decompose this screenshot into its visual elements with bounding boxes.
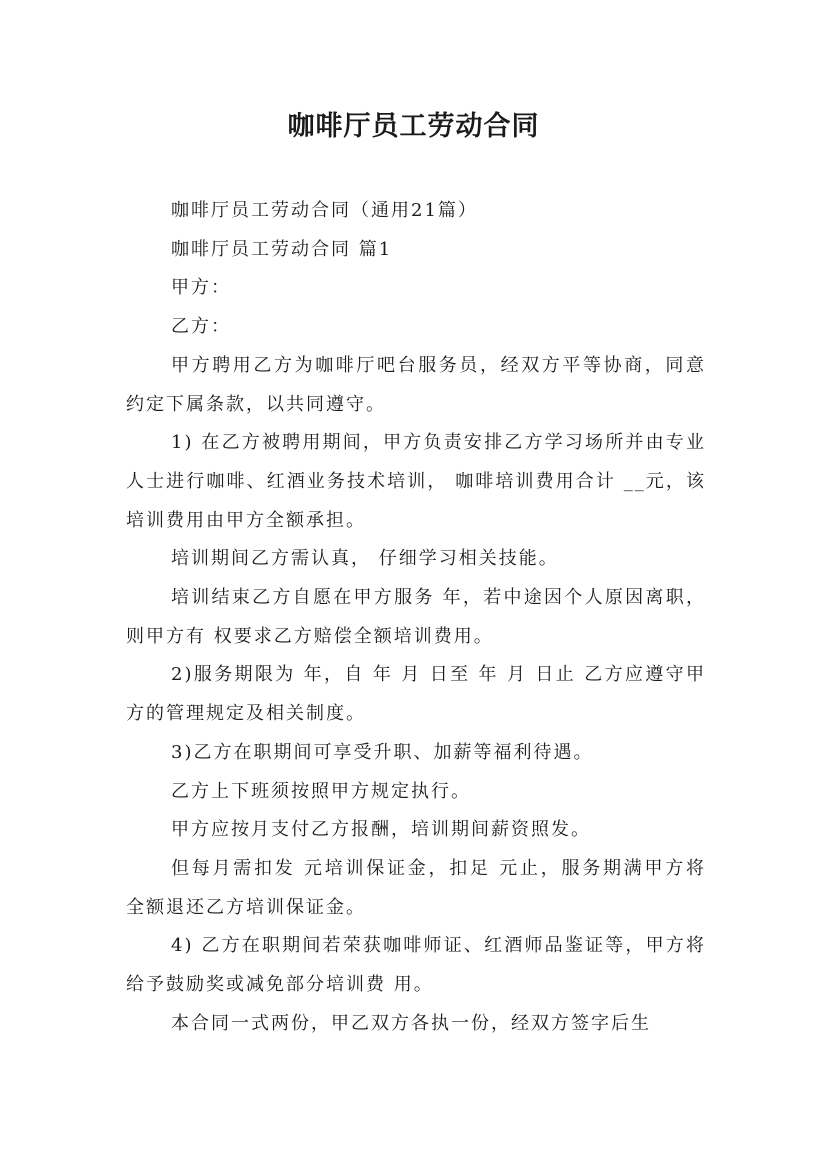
paragraph-training-end: 培训结束乙方自愿在甲方服务 年，若中途因个人原因离职，则甲方有 权要求乙方赔偿全额培训费用。 (126, 587, 706, 647)
paragraph-training-period: 培训期间乙方需认真， 仔细学习相关技能。 (171, 548, 559, 570)
document-title: 咖啡厅员工劳动合同 (287, 111, 540, 142)
paragraph-intro: 甲方聘用乙方为咖啡厅吧台服务员，经双方平等协商，同意约定下属条款，以共同遵守。 (126, 354, 706, 415)
paragraph-work-hours: 乙方上下班须按照甲方规定执行。 (171, 780, 471, 802)
document-body (126, 192, 706, 1043)
paragraph-clause-3: 3)乙方在职期间可享受升职、加薪等福利待遇。 (171, 741, 594, 763)
paragraph-clause-2: 2)服务期限为 年，自 年 月 日至 年 月 日止 乙方应遵守甲方的管理规定及相关制度。 (126, 664, 706, 725)
paragraph-subtitle: 咖啡厅员工劳动合同（通用21篇） (171, 200, 478, 221)
paragraph-section-heading: 咖啡厅员工劳动合同 篇1 (171, 238, 393, 260)
paragraph-party-b: 乙方： (171, 316, 231, 338)
paragraph-copies: 本合同一式两份，甲乙双方各执一份，经双方签字后生 (171, 1012, 651, 1034)
paragraph-clause-1: 1) 在乙方被聘用期间，甲方负责安排乙方学习场所并由专业人士进行咖啡、红酒业务技术培训， 咖啡培训费用合计 __元，该培训费用由甲方全额承担。 (126, 432, 706, 531)
paragraph-payment: 甲方应按月支付乙方报酬，培训期间薪资照发。 (171, 819, 591, 841)
paragraph-party-a: 甲方： (171, 277, 231, 299)
paragraph-deposit: 但每月需扣发 元培训保证金，扣足 元止，服务期满甲方将全额退还乙方培训保证金。 (126, 857, 706, 918)
paragraph-clause-4: 4) 乙方在职期间若荣获咖啡师证、红酒师品鉴证等，甲方将给予鼓励奖或减免部分培训费 用。 (126, 935, 706, 996)
